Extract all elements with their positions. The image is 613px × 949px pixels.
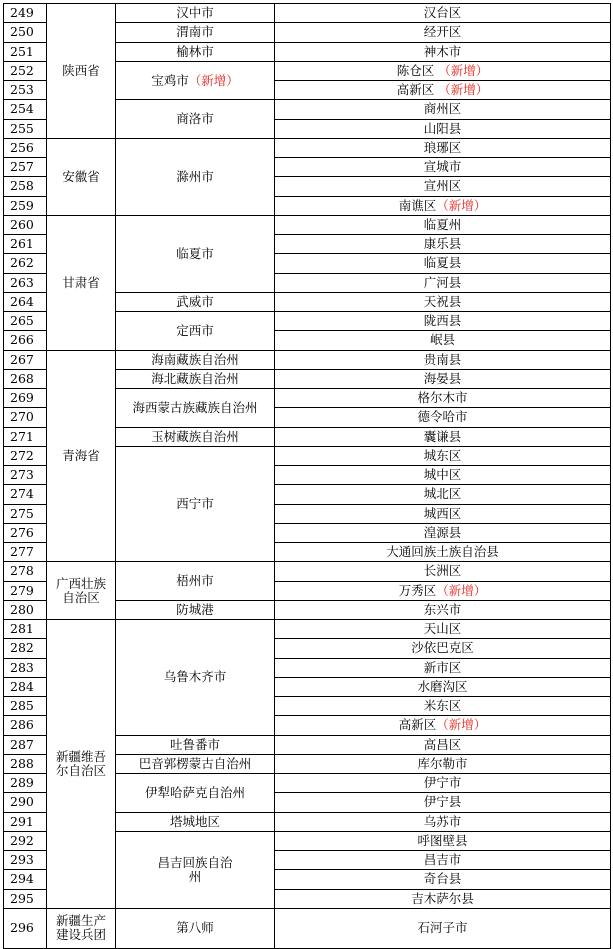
province-cell: 新疆生产建设兵团 xyxy=(47,908,116,948)
row-number: 288 xyxy=(4,754,47,773)
row-number: 266 xyxy=(4,331,47,350)
district-cell: 商州区 xyxy=(275,100,611,119)
city-cell: 汉中市 xyxy=(116,4,275,23)
district-cell: 经开区 xyxy=(275,23,611,42)
district-cell: 沙依巴克区 xyxy=(275,639,611,658)
new-tag: （新增） xyxy=(438,82,489,98)
city-cell: 吐鲁番市 xyxy=(116,735,275,754)
row-number: 250 xyxy=(4,23,47,42)
row-number: 274 xyxy=(4,485,47,504)
row-number: 291 xyxy=(4,812,47,831)
district-cell: 乌苏市 xyxy=(275,812,611,831)
row-number: 284 xyxy=(4,677,47,696)
district-name: 高新区 xyxy=(398,717,437,733)
district-name: 陈仓区 xyxy=(396,62,435,78)
row-number: 270 xyxy=(4,408,47,427)
district-cell xyxy=(275,581,611,600)
row-number: 282 xyxy=(4,639,47,658)
city-cell: 乌鲁木齐市 xyxy=(116,620,275,736)
city-cell: 梧州市 xyxy=(116,562,275,601)
district-cell: 天山区 xyxy=(275,620,611,639)
district-cell: 城北区 xyxy=(275,485,611,504)
district-cell: 呼图壁县 xyxy=(275,831,611,850)
row-number: 260 xyxy=(4,215,47,234)
province-cell: 甘肃省 xyxy=(47,215,116,350)
district-cell xyxy=(275,716,611,735)
province-cell: 安徽省 xyxy=(47,138,116,215)
city-cell: 伊犁哈萨克自治州 xyxy=(116,774,275,813)
city-cell: 海西蒙古族藏族自治州 xyxy=(116,389,275,428)
district-cell: 格尔木市 xyxy=(275,389,611,408)
district-cell: 大通回族土族自治县 xyxy=(275,543,611,562)
city-cell: 临夏市 xyxy=(116,215,275,292)
row-number: 249 xyxy=(4,4,47,23)
district-cell: 康乐县 xyxy=(275,235,611,254)
row-number: 279 xyxy=(4,581,47,600)
district-cell: 贵南县 xyxy=(275,350,611,369)
district-name: 高新区 xyxy=(396,82,435,98)
district-cell: 东兴市 xyxy=(275,600,611,619)
row-number: 261 xyxy=(4,235,47,254)
row-number: 285 xyxy=(4,697,47,716)
new-tag: （新增） xyxy=(436,717,487,733)
row-number: 271 xyxy=(4,427,47,446)
city-cell: 第八师 xyxy=(116,908,275,948)
district-cell: 库尔勒市 xyxy=(275,754,611,773)
row-number: 283 xyxy=(4,658,47,677)
district-cell: 岷县 xyxy=(275,331,611,350)
row-number: 290 xyxy=(4,793,47,812)
row-number: 264 xyxy=(4,292,47,311)
row-number: 278 xyxy=(4,562,47,581)
new-tag: （新增） xyxy=(436,582,487,598)
row-number: 295 xyxy=(4,889,47,908)
row-number: 293 xyxy=(4,851,47,870)
row-number: 276 xyxy=(4,523,47,542)
district-cell: 陇西县 xyxy=(275,312,611,331)
district-cell: 昌吉市 xyxy=(275,851,611,870)
city-cell: 昌吉回族自治州 xyxy=(116,831,275,908)
row-number: 292 xyxy=(4,831,47,850)
row-number: 287 xyxy=(4,735,47,754)
city-cell: 定西市 xyxy=(116,312,275,351)
row-number: 253 xyxy=(4,81,47,100)
district-cell: 水磨沟区 xyxy=(275,677,611,696)
district-cell xyxy=(275,61,611,80)
city-name: 宝鸡市 xyxy=(151,72,189,88)
row-number: 296 xyxy=(4,908,47,948)
district-cell: 米东区 xyxy=(275,697,611,716)
row-number: 268 xyxy=(4,369,47,388)
city-cell: 巴音郭楞蒙古自治州 xyxy=(116,754,275,773)
district-cell: 宣城市 xyxy=(275,158,611,177)
region-list-table xyxy=(3,3,611,949)
district-cell: 吉木萨尔县 xyxy=(275,889,611,908)
district-name: 万秀区 xyxy=(398,582,437,598)
row-number: 257 xyxy=(4,158,47,177)
district-cell: 神木市 xyxy=(275,42,611,61)
district-cell: 新市区 xyxy=(275,658,611,677)
row-number: 258 xyxy=(4,177,47,196)
district-cell: 城西区 xyxy=(275,504,611,523)
district-cell xyxy=(275,81,611,100)
city-cell: 武威市 xyxy=(116,292,275,311)
row-number: 252 xyxy=(4,61,47,80)
district-cell: 奇台县 xyxy=(275,870,611,889)
district-cell: 高昌区 xyxy=(275,735,611,754)
city-cell xyxy=(116,61,275,100)
district-cell: 德令哈市 xyxy=(275,408,611,427)
row-number: 294 xyxy=(4,870,47,889)
row-number: 255 xyxy=(4,119,47,138)
city-cell: 商洛市 xyxy=(116,100,275,139)
row-number: 272 xyxy=(4,446,47,465)
row-number: 273 xyxy=(4,466,47,485)
new-tag: （新增） xyxy=(188,72,239,88)
row-number: 251 xyxy=(4,42,47,61)
district-cell: 广河县 xyxy=(275,273,611,292)
district-cell: 临夏州 xyxy=(275,215,611,234)
district-cell: 城中区 xyxy=(275,466,611,485)
province-cell: 陕西省 xyxy=(47,4,116,139)
city-cell: 滁州市 xyxy=(116,138,275,215)
city-cell: 防城港 xyxy=(116,600,275,619)
district-cell: 伊宁市 xyxy=(275,774,611,793)
row-number: 263 xyxy=(4,273,47,292)
city-cell: 西宁市 xyxy=(116,446,275,562)
row-number: 269 xyxy=(4,389,47,408)
city-cell: 塔城地区 xyxy=(116,812,275,831)
district-cell: 宣州区 xyxy=(275,177,611,196)
row-number: 267 xyxy=(4,350,47,369)
row-number: 281 xyxy=(4,620,47,639)
district-cell: 伊宁县 xyxy=(275,793,611,812)
district-cell: 临夏县 xyxy=(275,254,611,273)
district-cell: 长洲区 xyxy=(275,562,611,581)
new-tag: （新增） xyxy=(438,62,489,78)
city-cell: 海南藏族自治州 xyxy=(116,350,275,369)
district-cell: 囊谦县 xyxy=(275,427,611,446)
province-cell: 新疆维吾尔自治区 xyxy=(47,620,116,909)
district-cell: 石河子市 xyxy=(275,908,611,948)
row-number: 256 xyxy=(4,138,47,157)
district-cell xyxy=(275,196,611,215)
row-number: 275 xyxy=(4,504,47,523)
row-number: 286 xyxy=(4,716,47,735)
district-cell: 琅琊区 xyxy=(275,138,611,157)
row-number: 280 xyxy=(4,600,47,619)
province-cell: 广西壮族自治区 xyxy=(47,562,116,620)
city-cell: 玉树藏族自治州 xyxy=(116,427,275,446)
row-number: 265 xyxy=(4,312,47,331)
row-number: 254 xyxy=(4,100,47,119)
city-cell: 榆林市 xyxy=(116,42,275,61)
city-cell: 海北藏族自治州 xyxy=(116,369,275,388)
row-number: 289 xyxy=(4,774,47,793)
district-cell: 山阳县 xyxy=(275,119,611,138)
district-cell: 海晏县 xyxy=(275,369,611,388)
row-number: 277 xyxy=(4,543,47,562)
province-cell: 青海省 xyxy=(47,350,116,562)
new-tag: （新增） xyxy=(436,197,487,213)
district-name: 南谯区 xyxy=(398,197,437,213)
district-cell: 天祝县 xyxy=(275,292,611,311)
row-number: 259 xyxy=(4,196,47,215)
district-cell: 湟源县 xyxy=(275,523,611,542)
city-cell: 渭南市 xyxy=(116,23,275,42)
district-cell: 汉台区 xyxy=(275,4,611,23)
district-cell: 城东区 xyxy=(275,446,611,465)
row-number: 262 xyxy=(4,254,47,273)
